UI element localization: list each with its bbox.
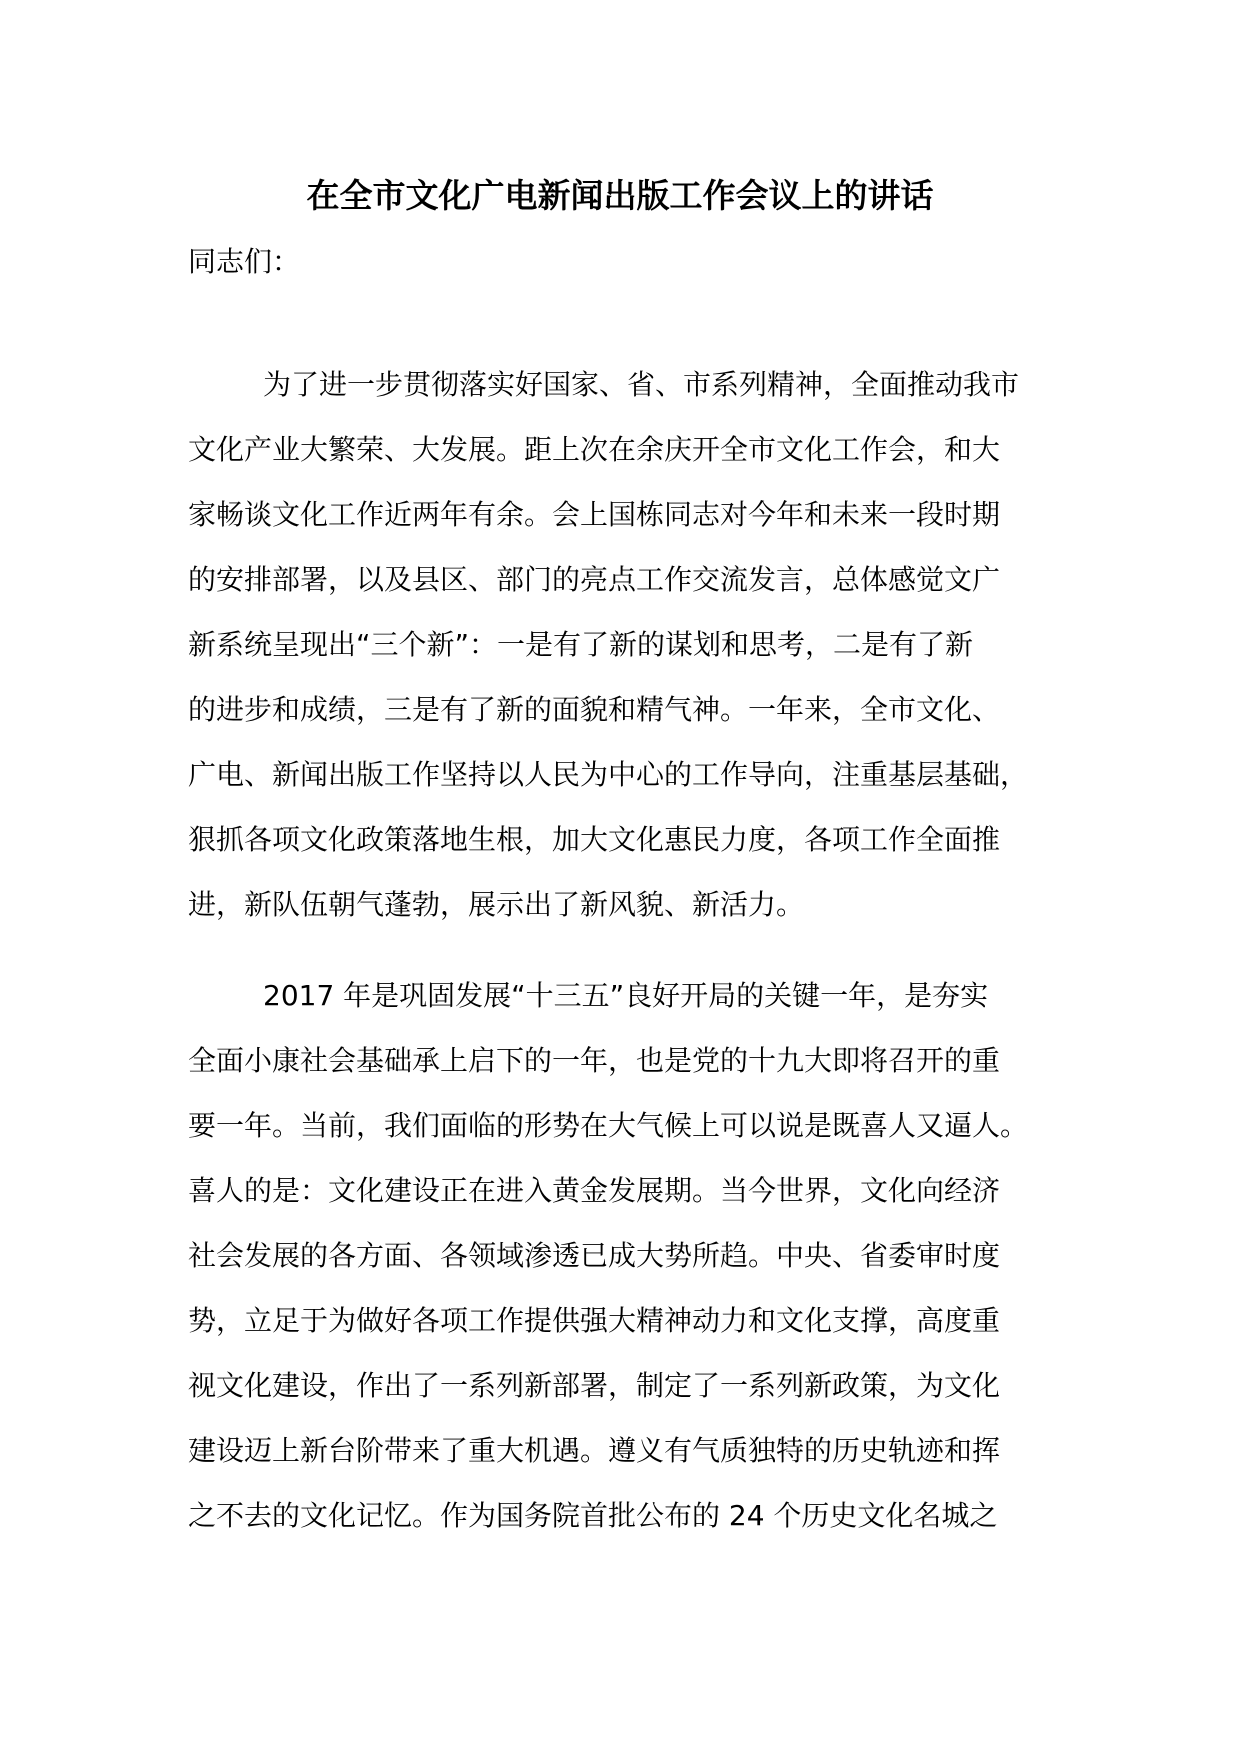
paragraph-line: 喜人的是：文化建设正在进入黄金发展期。当今世界，文化向经济 [188,1174,1001,1207]
paragraph-line: 为了进一步贯彻落实好国家、省、市系列精神，全面推动我市 [263,368,1020,401]
paragraph-line: 狠抓各项文化政策落地生根，加大文化惠民力度，各项工作全面推 [188,823,1001,856]
paragraph-line: 要一年。当前，我们面临的形势在大气候上可以说是既喜人又逼人。 [188,1109,1029,1142]
paragraph-line: 视文化建设，作出了一系列新部署，制定了一系列新政策，为文化 [188,1369,1001,1402]
paragraph-line: 广电、新闻出版工作坚持以人民为中心的工作导向，注重基层基础， [188,758,1029,791]
paragraph-line: 势，立足于为做好各项工作提供强大精神动力和文化支撑，高度重 [188,1304,1001,1337]
paragraph-line: 之不去的文化记忆。作为国务院首批公布的 24 个历史文化名城之 [188,1499,998,1532]
paragraph-line: 新系统呈现出“三个新”：一是有了新的谋划和思考，二是有了新 [188,628,974,661]
paragraph-line: 文化产业大繁荣、大发展。距上次在余庆开全市文化工作会，和大 [188,433,1001,466]
paragraph-line: 建设迈上新台阶带来了重大机遇。遵义有气质独特的历史轨迹和挥 [188,1434,1001,1467]
paragraph-line: 全面小康社会基础承上启下的一年，也是党的十九大即将召开的重 [188,1044,1001,1077]
salutation: 同志们： [188,245,301,278]
paragraph-line: 进，新队伍朝气蓬勃，展示出了新风貌、新活力。 [188,888,805,921]
paragraph-line: 的进步和成绩，三是有了新的面貌和精气神。一年来，全市文化、 [188,693,1001,726]
paragraph-2 [188,963,1068,1548]
paragraph-line: 的安排部署，以及县区、部门的亮点工作交流发言，总体感觉文广 [188,563,1001,596]
paragraph-1 [188,352,1068,937]
paragraph-line: 家畅谈文化工作近两年有余。会上国栋同志对今年和未来一段时期 [188,498,1001,531]
paragraph-line: 2017 年是巩固发展“十三五”良好开局的关键一年，是夯实 [263,979,989,1012]
document-title: 在全市文化广电新闻出版工作会议上的讲话 [306,176,934,215]
paragraph-line: 社会发展的各方面、各领域渗透已成大势所趋。中央、省委审时度 [188,1239,1001,1272]
